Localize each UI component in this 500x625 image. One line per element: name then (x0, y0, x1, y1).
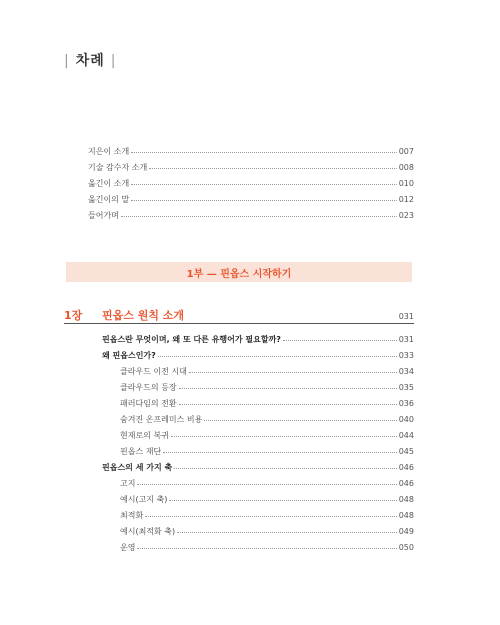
dot-leader (158, 356, 397, 357)
toc-entry-page: 049 (398, 527, 414, 536)
dot-leader (163, 452, 397, 453)
dot-leader (179, 388, 397, 389)
dot-leader (149, 168, 397, 169)
toc-entry-page: 046 (398, 463, 414, 472)
toc-entry-10[interactable] (120, 478, 414, 489)
toc-heading (64, 50, 117, 70)
toc-entry-page: 035 (398, 383, 414, 392)
dot-leader (204, 420, 396, 421)
toc-entry-front-1[interactable] (88, 146, 414, 157)
toc-entry-label: 핀옵스 재단 (120, 447, 162, 456)
dot-leader (131, 184, 397, 185)
toc-entry-front-4[interactable] (88, 194, 414, 205)
dot-leader (283, 340, 397, 341)
toc-entry-label: 현재로의 복귀 (120, 431, 169, 440)
part-title: 1부 — 핀옵스 시작하기 (186, 268, 292, 280)
toc-entry-label: 클라우드 이전 시대 (120, 367, 187, 376)
dot-leader (179, 404, 397, 405)
dot-leader (121, 216, 397, 217)
toc-entry-5[interactable] (120, 398, 414, 409)
chapter-number: 1장 (64, 309, 83, 322)
toc-entry-12[interactable] (120, 510, 414, 521)
toc-entry-9[interactable] (102, 462, 414, 473)
chapter-title: 핀옵스 원칙 소개 (102, 309, 185, 322)
toc-entry-label: 패러다임의 전환 (120, 399, 177, 408)
toc-entry-label: 고지 (120, 479, 136, 488)
toc-entry-label: 지은이 소개 (88, 147, 130, 156)
toc-entry-label: 예시(최적화 축) (120, 527, 176, 536)
toc-entry-6[interactable] (120, 414, 414, 425)
heading-right-bar: | (110, 53, 117, 69)
dot-leader (177, 532, 397, 533)
dot-leader (137, 548, 396, 549)
toc-entry-page: 048 (398, 511, 414, 520)
toc-entry-7[interactable] (120, 430, 414, 441)
toc-entry-page: 033 (398, 351, 414, 360)
dot-leader (131, 200, 397, 201)
chapter-header[interactable] (64, 307, 414, 324)
dot-leader (169, 500, 396, 501)
toc-entry-page: 045 (398, 447, 414, 456)
dot-leader (189, 372, 397, 373)
toc-entry-label: 들어가며 (88, 211, 119, 220)
toc-entry-label: 클라우드의 등장 (120, 383, 177, 392)
toc-entry-4[interactable] (120, 382, 414, 393)
toc-entry-label: 예시(고지 축) (120, 495, 168, 504)
dot-leader (174, 468, 397, 469)
toc-entry-label: 핀옵스란 무엇이며, 왜 또 다른 유행어가 필요할까? (102, 335, 281, 344)
toc-entry-page: 044 (398, 431, 414, 440)
toc-entry-page: 048 (398, 495, 414, 504)
toc-entry-page: 040 (398, 415, 414, 424)
toc-entry-label: 숨겨진 온프레미스 비용 (120, 415, 203, 424)
toc-entry-page: 007 (398, 147, 414, 156)
toc-entry-label: 왜 핀옵스인가? (102, 351, 156, 360)
toc-entry-8[interactable] (120, 446, 414, 457)
heading-left-bar: | (64, 53, 70, 69)
toc-entry-2[interactable] (102, 350, 414, 361)
toc-entry-front-2[interactable] (88, 162, 414, 173)
part-band[interactable] (66, 262, 412, 282)
toc-entry-label: 옮긴이의 말 (88, 195, 130, 204)
toc-entry-label: 핀옵스의 세 가지 축 (102, 463, 173, 472)
toc-entry-front-5[interactable] (88, 210, 414, 221)
dot-leader (145, 516, 397, 517)
toc-entry-page: 010 (398, 179, 414, 188)
dot-leader (171, 436, 397, 437)
toc-entry-14[interactable] (120, 542, 414, 553)
toc-entry-13[interactable] (120, 526, 414, 537)
chapter-page: 031 (398, 312, 414, 321)
toc-entry-page: 050 (398, 543, 414, 552)
toc-entry-3[interactable] (120, 366, 414, 377)
page-title: 차례 (75, 53, 105, 69)
toc-entry-page: 046 (398, 479, 414, 488)
dot-leader (137, 484, 396, 485)
toc-entry-label: 최적화 (120, 511, 144, 520)
toc-entry-label: 기술 감수자 소개 (88, 163, 148, 172)
toc-entry-label: 운영 (120, 543, 136, 552)
toc-entry-page: 034 (398, 367, 414, 376)
toc-entry-page: 036 (398, 399, 414, 408)
dot-leader (131, 152, 397, 153)
toc-entry-1[interactable] (102, 334, 414, 345)
toc-entry-page: 031 (398, 335, 414, 344)
toc-entry-label: 옮긴이 소개 (88, 179, 130, 188)
toc-entry-page: 023 (398, 211, 414, 220)
toc-entry-page: 012 (398, 195, 414, 204)
toc-entry-front-3[interactable] (88, 178, 414, 189)
toc-entry-page: 008 (398, 163, 414, 172)
toc-entry-11[interactable] (120, 494, 414, 505)
